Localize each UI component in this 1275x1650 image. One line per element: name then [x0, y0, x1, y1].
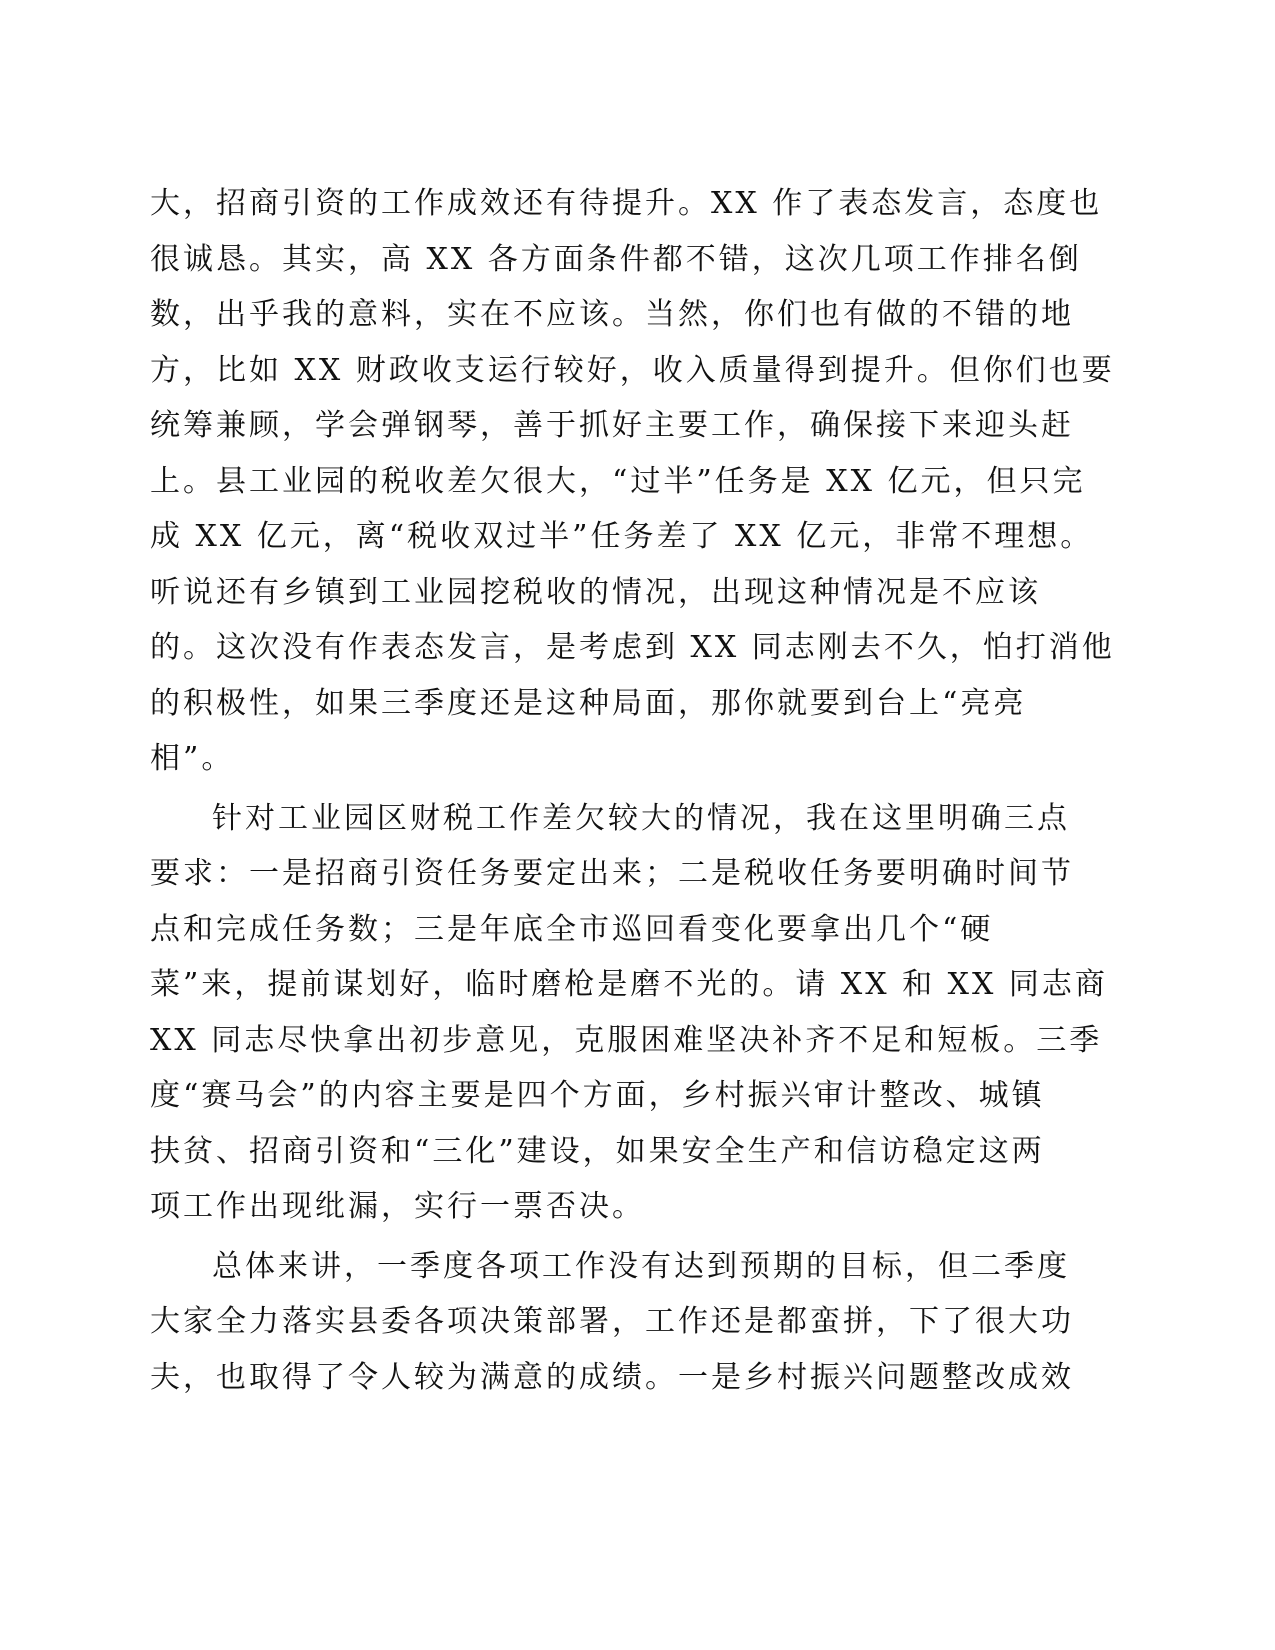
text-line: 要求：一是招商引资任务要定出来；二是税收任务要明确时间节 [150, 856, 1074, 891]
text-line: 扶贫、招商引资和“三化”建设，如果安全生产和信访稳定这两 [150, 1133, 1045, 1169]
text-line: 项工作出现纰漏，实行一票否决。 [150, 1189, 645, 1224]
paragraph-1 [150, 176, 1115, 787]
text-line: XX 同志尽快拿出初步意见，克服困难坚决补齐不足和短板。三季 [150, 1022, 1103, 1058]
text-line: 菜”来，提前谋划好，临时磨枪是磨不光的。请 XX 和 XX 同志商 [150, 967, 1108, 1002]
text-line: 成 XX 亿元，离“税收双过半”任务差了 XX 亿元，非常不理想。 [150, 519, 1094, 554]
text-line: 大，招商引资的工作成效还有待提升。XX 作了表态发言，态度也 [150, 186, 1103, 221]
text-line: 数，出乎我的意料，实在不应该。当然，你们也有做的不错的地 [150, 297, 1074, 332]
text-line: 总体来讲，一季度各项工作没有达到预期的目标，但二季度 [212, 1248, 1070, 1284]
text-line: 夫，也取得了令人较为满意的成绩。一是乡村振兴问题整改成效 [150, 1359, 1074, 1395]
text-line: 的积极性，如果三季度还是这种局面，那你就要到台上“亮亮 [150, 685, 1027, 721]
text-line: 度“赛马会”的内容主要是四个方面，乡村振兴审计整改、城镇 [150, 1078, 1045, 1113]
paragraph-3 [150, 1239, 1074, 1406]
text-line: 方，比如 XX 财政收支运行较好，收入质量得到提升。但你们也要 [150, 352, 1115, 388]
text-line: 听说还有乡镇到工业园挖税收的情况，出现这种情况是不应该 [150, 574, 1041, 610]
text-line: 上。县工业园的税收差欠很大，“过半”任务是 XX 亿元，但只完 [150, 463, 1086, 499]
paragraph-2 [150, 791, 1108, 1235]
text-line: 相”。 [150, 741, 235, 776]
text-line: 统筹兼顾，学会弹钢琴，善于抓好主要工作，确保接下来迎头赶 [150, 408, 1074, 443]
document-body [150, 176, 1115, 1405]
text-line: 点和完成任务数；三是年底全市巡回看变化要拿出几个“硬 [150, 911, 994, 947]
text-line: 的。这次没有作表态发言，是考虑到 XX 同志刚去不久，怕打消他 [150, 630, 1115, 665]
text-line: 针对工业园区财税工作差欠较大的情况，我在这里明确三点 [212, 800, 1070, 836]
text-line: 很诚恳。其实，高 XX 各方面条件都不错，这次几项工作排名倒 [150, 241, 1082, 277]
text-line: 大家全力落实县委各项决策部署，工作还是都蛮拼，下了很大功 [150, 1304, 1074, 1339]
